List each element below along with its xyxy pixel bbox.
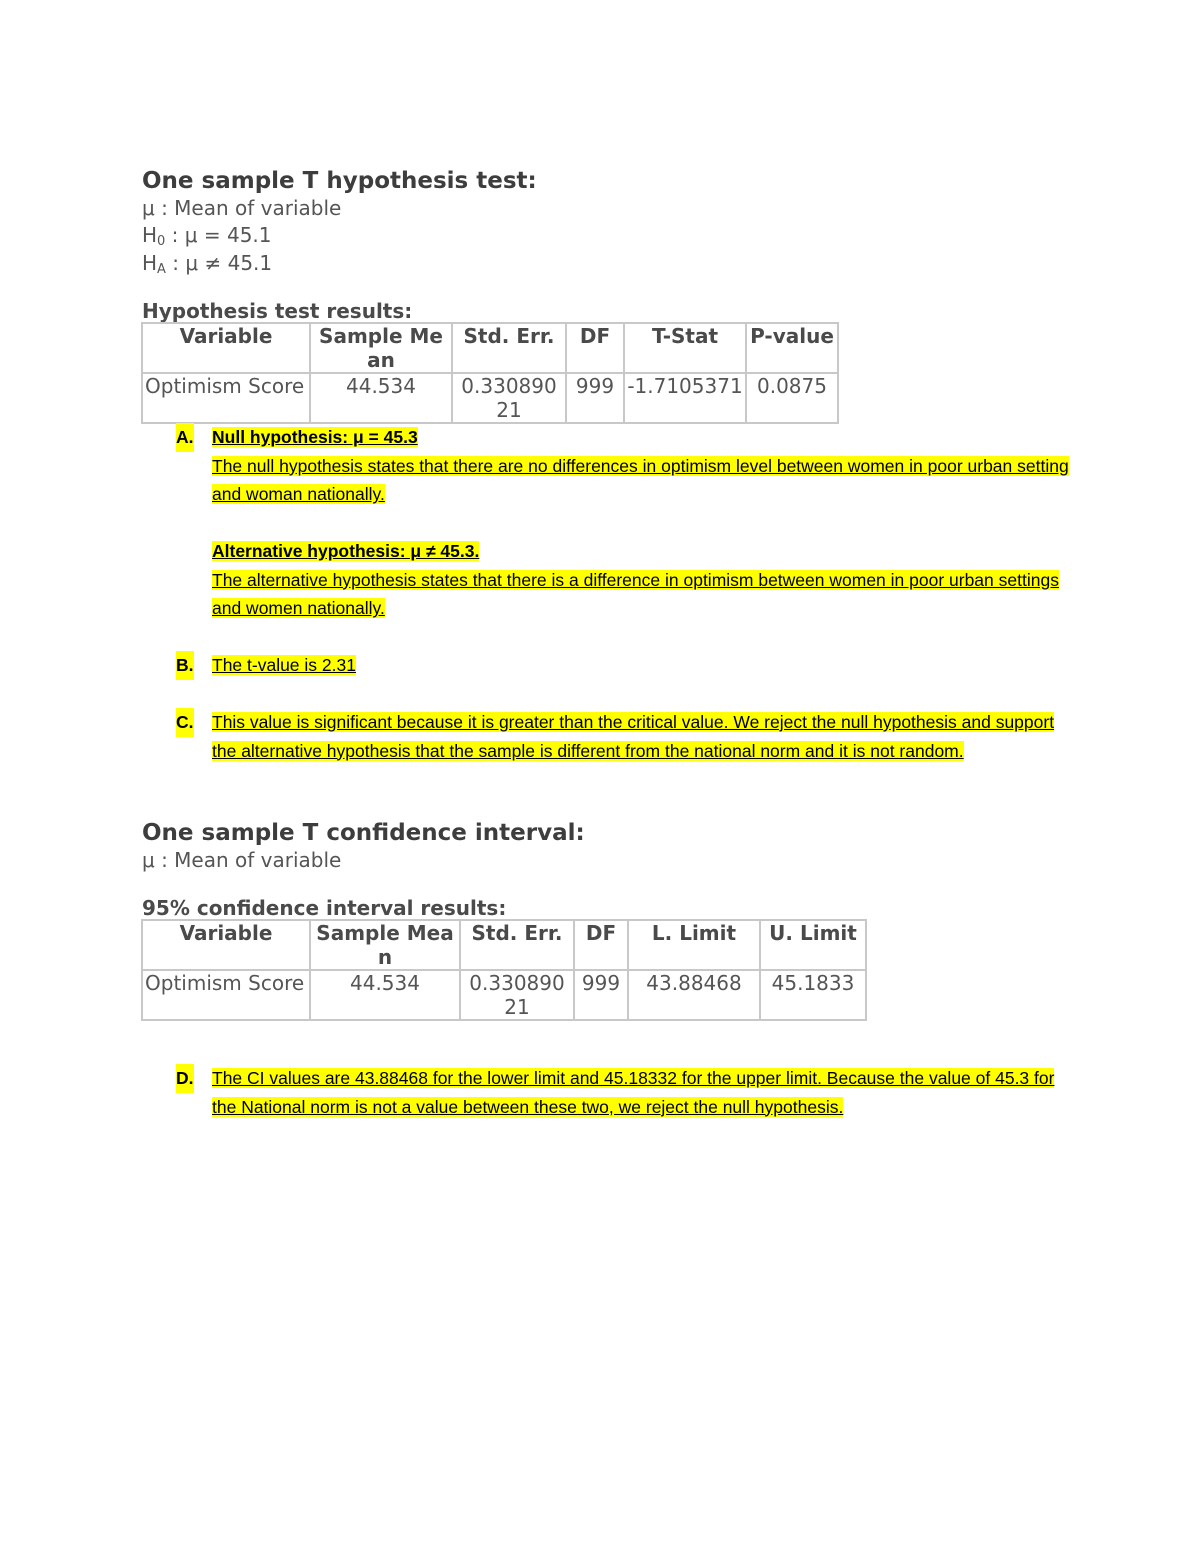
h0-label: H xyxy=(142,223,158,247)
mu-definition: μ : Mean of variable xyxy=(142,196,342,220)
answer-b-text: The t-value is 2.31 xyxy=(212,655,356,675)
table-cell: Optimism Score xyxy=(142,373,310,423)
column-header: Variable xyxy=(142,323,310,373)
column-header: Sample Mean xyxy=(310,323,452,373)
table-cell: 44.534 xyxy=(310,373,452,423)
answer-d-text: The CI values are 43.88468 for the lower limit and 45.18332 for the upper limit. Because the value of 45.3 for the National norm is not a value between these two, we reject the null hypothesis. xyxy=(212,1068,1055,1117)
h0-subscript: 0 xyxy=(157,234,166,249)
column-header: Sample Mean xyxy=(310,920,460,970)
column-header: U. Limit xyxy=(760,920,866,970)
table-cell: 43.88468 xyxy=(628,970,760,1020)
answer-b-marker: B. xyxy=(176,651,194,680)
table-cell: 45.1833 xyxy=(760,970,866,1020)
null-hypothesis-text: The null hypothesis states that there are no differences in optimism level between women in poor urban setting and woman nationally. xyxy=(212,455,1069,505)
table-cell: 999 xyxy=(574,970,628,1020)
column-header: T-Stat xyxy=(624,323,746,373)
answer-c-marker: C. xyxy=(176,708,194,737)
answer-a-marker: A. xyxy=(176,423,194,452)
mu-definition-2: μ : Mean of variable xyxy=(142,848,342,872)
table-cell: 0.33089021 xyxy=(452,373,566,423)
column-header: L. Limit xyxy=(628,920,760,970)
confidence-interval-heading: One sample T confidence interval: xyxy=(142,820,585,846)
null-hypothesis-title: Null hypothesis: μ = 45.3 xyxy=(212,427,418,447)
column-header: Std. Err. xyxy=(452,323,566,373)
answer-b xyxy=(212,651,1082,680)
table-cell: 44.534 xyxy=(310,970,460,1020)
column-header: DF xyxy=(566,323,624,373)
table-header-row xyxy=(142,323,838,373)
hypothesis-test-heading: One sample T hypothesis test: xyxy=(142,168,537,194)
column-header: Variable xyxy=(142,920,310,970)
null-hypothesis-line xyxy=(142,223,272,249)
table-row xyxy=(142,373,838,423)
ha-subscript: A xyxy=(157,262,166,277)
table-cell: 999 xyxy=(566,373,624,423)
ha-expression: : μ ≠ 45.1 xyxy=(165,251,273,275)
table-cell: 0.33089021 xyxy=(460,970,574,1020)
h0-expression: : μ = 45.1 xyxy=(165,223,272,247)
hypothesis-results-heading: Hypothesis test results: xyxy=(142,299,413,323)
column-header: DF xyxy=(574,920,628,970)
table-header-row xyxy=(142,920,866,970)
table-row xyxy=(142,970,866,1020)
alternative-hypothesis-line xyxy=(142,251,272,277)
alternative-hypothesis-title: Alternative hypothesis: μ ≠ 45.3. xyxy=(212,541,480,561)
answer-a-alternative xyxy=(212,537,1082,623)
table-cell: -1.7105371 xyxy=(624,373,746,423)
ha-label: H xyxy=(142,251,158,275)
confidence-results-heading: 95% confidence interval results: xyxy=(142,896,507,920)
table-cell: Optimism Score xyxy=(142,970,310,1020)
confidence-results-table xyxy=(141,919,867,1021)
answer-a-null xyxy=(212,423,1082,509)
table-cell: 0.0875 xyxy=(746,373,838,423)
answer-c xyxy=(212,708,1082,765)
answer-c-text: This value is significant because it is greater than the critical value. We reject the null hypothesis and support the alternative hypothesis that the sample is different from the national norm and it is not random. xyxy=(212,712,1055,761)
column-header: P-value xyxy=(746,323,838,373)
alternative-hypothesis-text: The alternative hypothesis states that there is a difference in optimism between women in poor urban settings and women nationally. xyxy=(212,569,1059,619)
column-header: Std. Err. xyxy=(460,920,574,970)
hypothesis-results-table xyxy=(141,322,839,424)
answer-d-marker: D. xyxy=(176,1064,194,1093)
answer-d xyxy=(212,1064,1082,1121)
